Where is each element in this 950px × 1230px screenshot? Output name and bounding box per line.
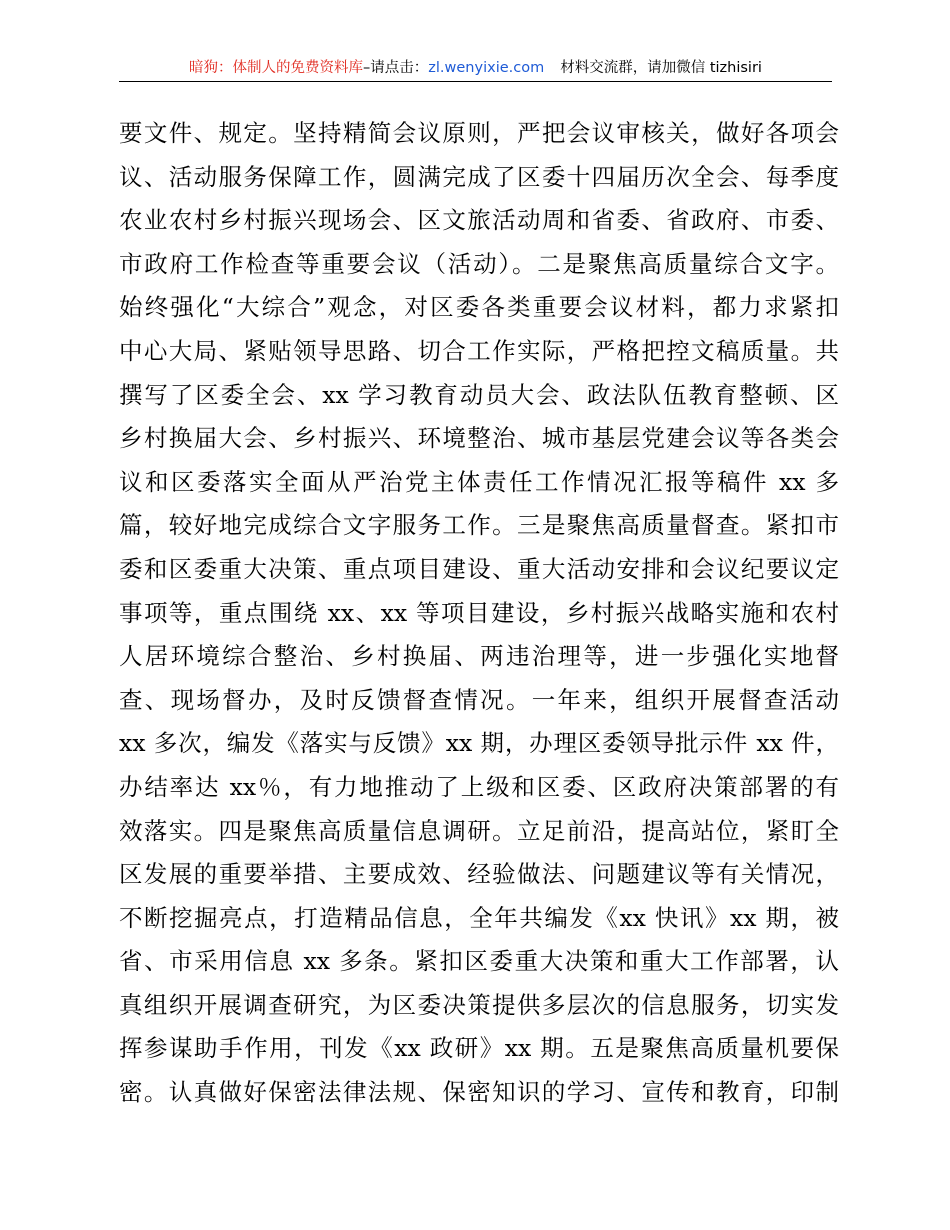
text-line: 效落实。四是聚焦高质量信息调研。立足前沿，提高站位，紧盯全: [119, 816, 839, 845]
header-site-name: 暗狗：体制人的免费资料库: [189, 60, 364, 76]
text-line: 市政府工作检查等重要会议（活动）。二是聚焦高质量综合文字。: [119, 249, 839, 278]
text-line: 农业农村乡村振兴现场会、区文旅活动周和省委、省政府、市委、: [119, 206, 839, 235]
text-line: 委和区委重大决策、重点项目建设、重大活动安排和会议纪要议定: [119, 554, 839, 583]
document-body: [119, 112, 839, 1115]
text-line: 乡村换届大会、乡村振兴、环境整治、城市基层党建会议等各类会: [119, 424, 839, 453]
header-prompt: –请点击：: [363, 60, 429, 76]
header-url-link[interactable]: zl.wenyixie.com: [428, 60, 545, 76]
text-line: 人居环境综合整治、乡村换届、两违治理等，进一步强化实地督: [119, 642, 839, 671]
text-line: 事项等，重点围绕 xx、xx 等项目建设，乡村振兴战略实施和农村: [119, 598, 839, 627]
text-line: 篇，较好地完成综合文字服务工作。三是聚焦高质量督查。紧扣市: [119, 511, 839, 540]
text-line: 区发展的重要举措、主要成效、经验做法、问题建议等有关情况，: [119, 860, 839, 889]
text-line: 要文件、规定。坚持精简会议原则，严把会议审核关，做好各项会: [119, 119, 839, 147]
text-line: xx 多次，编发《落实与反馈》xx 期，办理区委领导批示件 xx 件，: [119, 729, 839, 758]
text-line: 办结率达 xx％，有力地推动了上级和区委、区政府决策部署的有: [119, 772, 839, 801]
text-line: 挥参谋助手作用，刊发《xx 政研》xx 期。五是聚焦高质量机要保: [119, 1034, 839, 1063]
text-line: 不断挖掘亮点，打造精品信息，全年共编发《xx 快讯》xx 期，被: [119, 903, 839, 932]
text-line: 中心大局、紧贴领导思路、切合工作实际，严格把控文稿质量。共: [119, 336, 839, 365]
text-line: 始终强化“大综合”观念，对区委各类重要会议材料，都力求紧扣: [119, 293, 839, 322]
text-line: 撰写了区委全会、xx 学习教育动员大会、政法队伍教育整顿、区: [119, 380, 839, 409]
text-line: 密。认真做好保密法律法规、保密知识的学习、宣传和教育，印制: [119, 1078, 839, 1107]
header-group-note: 材料交流群，请加微信 tizhisiri: [560, 60, 762, 76]
text-line: 省、市采用信息 xx 多条。紧扣区委重大决策和重大工作部署，认: [119, 947, 839, 976]
text-line: 议、活动服务保障工作，圆满完成了区委十四届历次全会、每季度: [119, 162, 839, 191]
text-line: 查、现场督办，及时反馈督查情况。一年来，组织开展督查活动: [119, 685, 839, 714]
text-line: 议和区委落实全面从严治党主体责任工作情况汇报等稿件 xx 多: [119, 467, 839, 496]
text-line: 真组织开展调查研究，为区委决策提供多层次的信息服务，切实发: [119, 990, 839, 1019]
page-header: [119, 57, 832, 82]
